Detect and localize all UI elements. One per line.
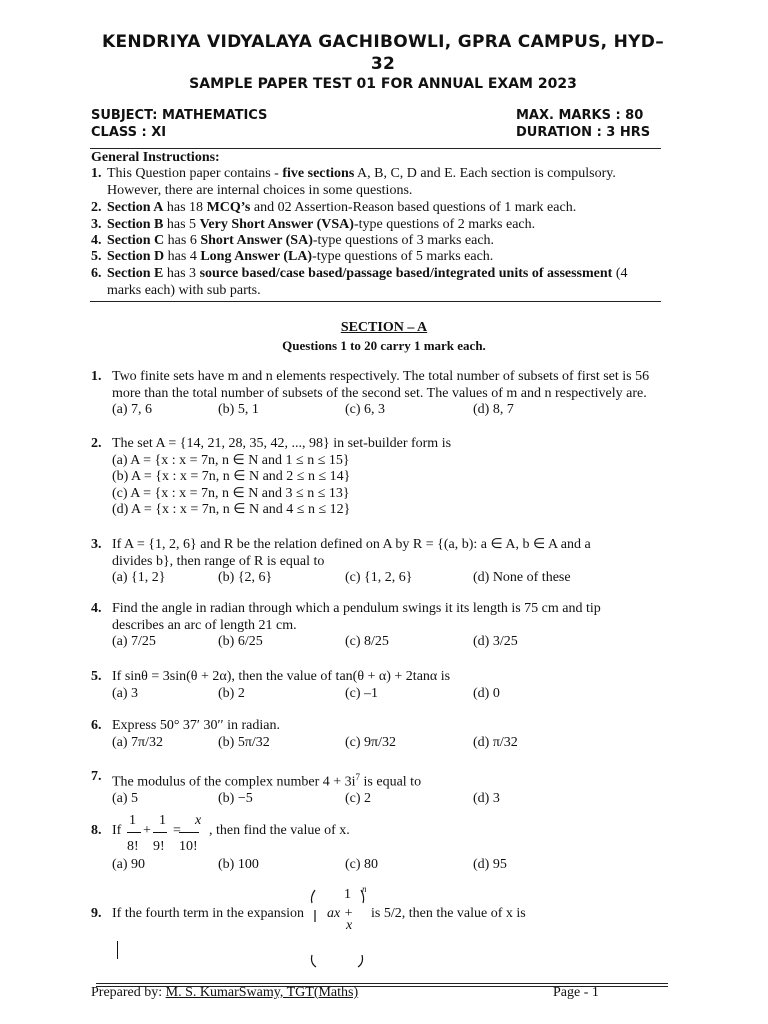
- instruction-text: (4: [612, 266, 628, 281]
- fraction-numerator: 1: [129, 813, 136, 828]
- class-label: CLASS : XI: [91, 125, 167, 140]
- option-a: (a) 7, 6: [112, 402, 153, 417]
- option-c: (c) {1, 2, 6}: [345, 570, 413, 585]
- options-row: [112, 402, 657, 419]
- question-number: 9.: [91, 906, 102, 921]
- option-b: (b) 100: [218, 857, 259, 872]
- school-name: [80, 31, 686, 75]
- question-number: 8.: [91, 823, 102, 838]
- question-line: If A = {1, 2, 6} and R be the relation defined on A by R = {(a, b): a ∈ A, b ∈ A and a: [112, 537, 591, 552]
- option-b: (b) 5π/32: [218, 734, 270, 750]
- exponent: 7: [355, 772, 361, 782]
- question-line: If: [112, 823, 122, 838]
- fraction-denominator: 9!: [153, 839, 165, 854]
- instruction-bold: Section A: [107, 200, 164, 215]
- question-line: The modulus of the complex number 4 + 3i: [112, 774, 356, 790]
- answer-mark: [117, 941, 118, 959]
- fraction-numerator: x: [195, 813, 202, 828]
- question-5: [91, 669, 657, 703]
- page-number: Page - 1: [553, 985, 599, 1000]
- question-line: Find the angle in radian through which a pendulum swings it its length is 75 cm and tip: [112, 601, 601, 616]
- instructions-divider: [90, 301, 661, 302]
- option-b: (b) {2, 6}: [218, 570, 273, 585]
- question-number: 4.: [91, 601, 102, 616]
- instruction-text: -type questions of 2 marks each.: [353, 217, 536, 232]
- fraction-numerator: 1: [159, 813, 166, 828]
- duration-label: DURATION : 3 HRS: [516, 125, 651, 140]
- instruction-bold: source based/case based/passage based/integrated units of assessment: [199, 266, 613, 281]
- instruction-bold: five sections: [282, 166, 355, 181]
- question-line: Two finite sets have m and n elements respectively. The total number of subsets of first set is 56: [112, 369, 650, 384]
- school-name-line1: KENDRIYA VIDYALAYA GACHIBOWLI, GPRA CAMPUS, HYD–: [101, 32, 664, 52]
- option-d: (d) None of these: [473, 570, 571, 585]
- instruction-number: 2.: [91, 200, 102, 215]
- question-line: divides b}, then range of R is equal to: [112, 553, 325, 569]
- options-row: [112, 570, 657, 587]
- question-9: [91, 885, 657, 970]
- subject-label: SUBJECT: MATHEMATICS: [91, 108, 268, 123]
- question-text: [112, 601, 657, 634]
- option-a: (a) 3: [112, 685, 139, 701]
- question-text: [112, 369, 657, 402]
- instruction-text: This Question paper contains -: [107, 166, 283, 181]
- left-paren-top: [311, 890, 315, 903]
- option-a: (a) 7π/32: [112, 734, 163, 750]
- instruction-text: has 3: [163, 266, 200, 281]
- question-2: [91, 436, 657, 519]
- plus-sign: +: [143, 823, 151, 838]
- right-paren-bottom: [358, 955, 363, 967]
- fraction-bar: [179, 832, 199, 833]
- instruction-bold: Short Answer (SA): [200, 233, 313, 248]
- option-c: (c) 80: [345, 857, 379, 872]
- question-line: If sinθ = 3sin(θ + 2α), then the value of tan(θ + α) + 2tanα is: [112, 669, 451, 684]
- question-line: is 5/2, then the value of x is: [371, 906, 526, 921]
- question-number: 1.: [91, 369, 102, 384]
- fraction-numerator: 1: [344, 887, 351, 902]
- instruction-6: [91, 266, 661, 299]
- question-3: [91, 537, 657, 587]
- question-line: is equal to: [360, 774, 422, 790]
- option-d: (d) 3: [473, 791, 500, 807]
- question-line: describes an arc of length 21 cm.: [112, 617, 297, 633]
- max-marks-label: MAX. MARKS : 80: [516, 108, 644, 123]
- question-line: more than the total number of subsets of the second set. The values of m and n respectively are.: [112, 385, 647, 401]
- instruction-text: However, there are internal choices in some questions.: [107, 182, 413, 198]
- section-subtitle: Questions 1 to 20 carry 1 mark each.: [282, 338, 486, 353]
- instruction-bold: MCQ’s: [206, 200, 251, 215]
- option-b: (b) 5, 1: [218, 402, 259, 417]
- question-1: [91, 369, 657, 419]
- instruction-number: 1.: [91, 166, 102, 181]
- question-line: , then find the value of x.: [209, 823, 350, 838]
- instruction-bold: Long Answer (LA): [200, 249, 313, 264]
- question-8: [91, 815, 657, 875]
- question-7: [91, 769, 657, 808]
- question-6: [91, 718, 657, 752]
- options-row: [112, 791, 657, 808]
- instruction-text: -type questions of 5 marks each.: [312, 249, 494, 264]
- options-row: [112, 634, 657, 651]
- question-number: 7.: [91, 769, 102, 784]
- fraction-denominator: 8!: [127, 839, 139, 854]
- instruction-number: 4.: [91, 233, 102, 248]
- footer-prepared-by: [91, 985, 358, 1001]
- question-text: [112, 769, 657, 791]
- option-a: (a) {1, 2}: [112, 570, 166, 585]
- instruction-text: marks each) with sub parts.: [107, 282, 261, 298]
- section-title: SECTION – A: [340, 320, 428, 335]
- option-a: (a) 5: [112, 791, 139, 807]
- instruction-2: [91, 200, 661, 217]
- instruction-text: has 5: [163, 217, 200, 232]
- option-b: (b) −5: [218, 791, 253, 807]
- instruction-number: 5.: [91, 249, 102, 264]
- option-d: (d) π/32: [473, 734, 518, 750]
- question-text: [112, 669, 657, 686]
- footer-divider: [96, 983, 668, 984]
- question-number: 2.: [91, 436, 102, 451]
- option-b: (b) A = {x : x = 7n, n ∈ N and 2 ≤ n ≤ 14}: [112, 469, 351, 484]
- option-d: (d) A = {x : x = 7n, n ∈ N and 4 ≤ n ≤ 12}: [112, 502, 351, 517]
- option-a: (a) 90: [112, 857, 146, 872]
- instruction-bold: Very Short Answer (VSA): [199, 217, 354, 232]
- question-number: 6.: [91, 718, 102, 733]
- instructions-title: General Instructions:: [91, 150, 220, 165]
- expression: ax +: [327, 906, 354, 921]
- prepared-label: Prepared by:: [91, 985, 166, 1000]
- header-divider: [90, 148, 661, 149]
- options-row: [112, 735, 657, 752]
- instruction-number: 3.: [91, 217, 102, 232]
- instruction-number: 6.: [91, 266, 102, 281]
- instruction-4: [91, 233, 661, 250]
- instruction-bold: Section B: [107, 217, 164, 232]
- prepared-name: M. S. KumarSwamy, TGT(Maths): [165, 985, 359, 1000]
- option-c: (c) 6, 3: [345, 402, 386, 417]
- question-text: [112, 436, 657, 519]
- question-4: [91, 601, 657, 651]
- school-name-line2: 32: [370, 54, 396, 74]
- question-line: The set A = {14, 21, 28, 35, 42, ..., 98} in set-builder form is: [112, 436, 452, 451]
- instruction-bold: Section C: [107, 233, 165, 248]
- option-a: (a) A = {x : x = 7n, n ∈ N and 1 ≤ n ≤ 15}: [112, 452, 350, 468]
- question-number: 5.: [91, 669, 102, 684]
- instruction-text: has 4: [164, 249, 201, 264]
- fraction-bar: [153, 832, 167, 833]
- fraction-denominator: 10!: [179, 839, 198, 854]
- option-b: (b) 6/25: [218, 634, 263, 649]
- option-d: (d) 8, 7: [473, 402, 514, 417]
- instruction-text: has 18: [163, 200, 207, 215]
- fraction-denominator: x: [346, 918, 353, 933]
- options-row: [112, 857, 657, 874]
- equals-sign: =: [173, 823, 181, 838]
- option-c: (c) 9π/32: [345, 734, 396, 750]
- option-d: (d) 95: [473, 857, 507, 872]
- option-d: (d) 0: [473, 685, 500, 701]
- question-text: [112, 537, 657, 570]
- instruction-text: A, B, C, D and E. Each section is compulsory.: [354, 166, 616, 181]
- instruction-bold: Section E: [107, 266, 164, 281]
- fraction-bar: [127, 832, 141, 833]
- instruction-text: has 6: [164, 233, 201, 248]
- instruction-text: -type questions of 3 marks each.: [312, 233, 495, 248]
- left-paren-bottom: [312, 955, 317, 967]
- instruction-text: and 02 Assertion-Reason based questions of 1 mark each.: [250, 200, 577, 215]
- instruction-bold: Section D: [107, 249, 165, 264]
- option-a: (a) 7/25: [112, 634, 156, 649]
- question-number: 3.: [91, 537, 102, 552]
- option-c: (c) –1: [345, 685, 379, 701]
- option-c: (c) 2: [345, 791, 372, 807]
- options-row: [112, 686, 657, 703]
- question-line: If the fourth term in the expansion: [112, 906, 305, 921]
- instruction-1: [91, 166, 661, 199]
- parenthesis-expression: [307, 885, 377, 971]
- paper-title: SAMPLE PAPER TEST 01 FOR ANNUAL EXAM 2023: [189, 76, 577, 92]
- instruction-3: [91, 217, 661, 234]
- option-d: (d) 3/25: [473, 634, 518, 649]
- question-text: [112, 718, 657, 735]
- option-b: (b) 2: [218, 685, 245, 701]
- instruction-5: [91, 249, 661, 266]
- exponent: n: [362, 884, 367, 894]
- question-line: Express 50° 37′ 30′′ in radian.: [112, 718, 280, 733]
- option-c: (c) 8/25: [345, 634, 389, 649]
- option-c: (c) A = {x : x = 7n, n ∈ N and 3 ≤ n ≤ 13}: [112, 485, 350, 501]
